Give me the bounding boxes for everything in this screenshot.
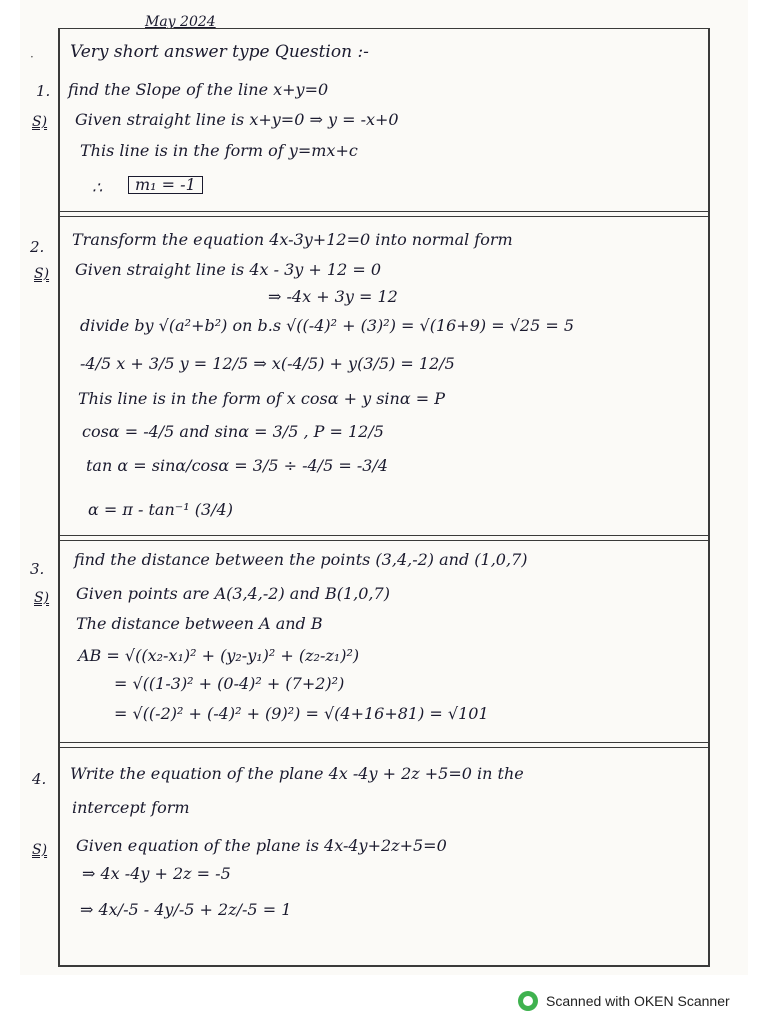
solution-line: tan α = sinα/cosα = 3/5 ÷ -4/5 = -3/4	[86, 456, 388, 475]
question-number: 1.	[36, 82, 51, 100]
question-text: intercept form	[72, 798, 190, 817]
solution-line: AB = √((x₂-x₁)² + (y₂-y₁)² + (z₂-z₁)²)	[78, 646, 360, 665]
solution-line: Given straight line is x+y=0 ⇒ y = -x+0	[75, 110, 399, 129]
solution-line: The distance between A and B	[76, 614, 323, 633]
solution-line: α = π - tan⁻¹ (3/4)	[88, 500, 233, 519]
solution-tag: S)	[32, 114, 48, 130]
question-number: 4.	[32, 770, 47, 788]
question-text: Write the equation of the plane 4x -4y + 2z +5=0 in the	[70, 764, 524, 783]
solution-tag: S)	[32, 842, 48, 858]
therefore-symbol: ∴	[92, 178, 103, 197]
solution-line: This line is in the form of y=mx+c	[80, 141, 358, 160]
solution-line: This line is in the form of x cosα + y sinα = P	[78, 389, 445, 408]
solution-line: Given equation of the plane is 4x-4y+2z+5=0	[76, 836, 447, 855]
section-divider	[58, 535, 708, 541]
solution-line: cosα = -4/5 and sinα = 3/5 , P = 12/5	[82, 422, 384, 441]
solution-line: = √((-2)² + (-4)² + (9)²) = √(4+16+81) = √101	[114, 704, 489, 723]
solution-tag: S)	[34, 266, 50, 282]
question-text: Transform the equation 4x-3y+12=0 into normal form	[72, 230, 513, 249]
solution-line: -4/5 x + 3/5 y = 12/5 ⇒ x(-4/5) + y(3/5) = 12/5	[80, 354, 455, 373]
question-number: 3.	[30, 560, 45, 578]
solution-line: divide by √(a²+b²) on b.s √((-4)² + (3)²) = √(16+9) = √25 = 5	[80, 316, 575, 335]
scanner-logo-icon	[518, 991, 538, 1011]
scanner-watermark	[518, 990, 730, 1012]
answer-value: m₁ = -1	[128, 176, 203, 194]
section-divider	[58, 742, 708, 748]
section-title: Very short answer type Question :-	[70, 42, 369, 62]
question-text: find the distance between the points (3,4,-2) and (1,0,7)	[74, 550, 528, 569]
solution-line: ⇒ -4x + 3y = 12	[268, 287, 398, 306]
page-date: May 2024	[145, 14, 216, 30]
page-frame	[58, 28, 710, 967]
question-number: 2.	[30, 238, 45, 256]
scanner-text: Scanned with OKEN Scanner	[546, 993, 730, 1009]
answer-box	[128, 176, 203, 194]
question-text: find the Slope of the line x+y=0	[68, 80, 329, 99]
solution-line: ⇒ 4x/-5 - 4y/-5 + 2z/-5 = 1	[80, 900, 292, 919]
solution-line: = √((1-3)² + (0-4)² + (7+2)²)	[114, 674, 345, 693]
section-divider	[58, 211, 708, 217]
solution-line: Given points are A(3,4,-2) and B(1,0,7)	[76, 584, 390, 603]
solution-line: ⇒ 4x -4y + 2z = -5	[82, 864, 231, 883]
margin-mark: ·	[30, 50, 34, 64]
solution-line: Given straight line is 4x - 3y + 12 = 0	[75, 260, 382, 279]
solution-tag: S)	[34, 590, 50, 606]
